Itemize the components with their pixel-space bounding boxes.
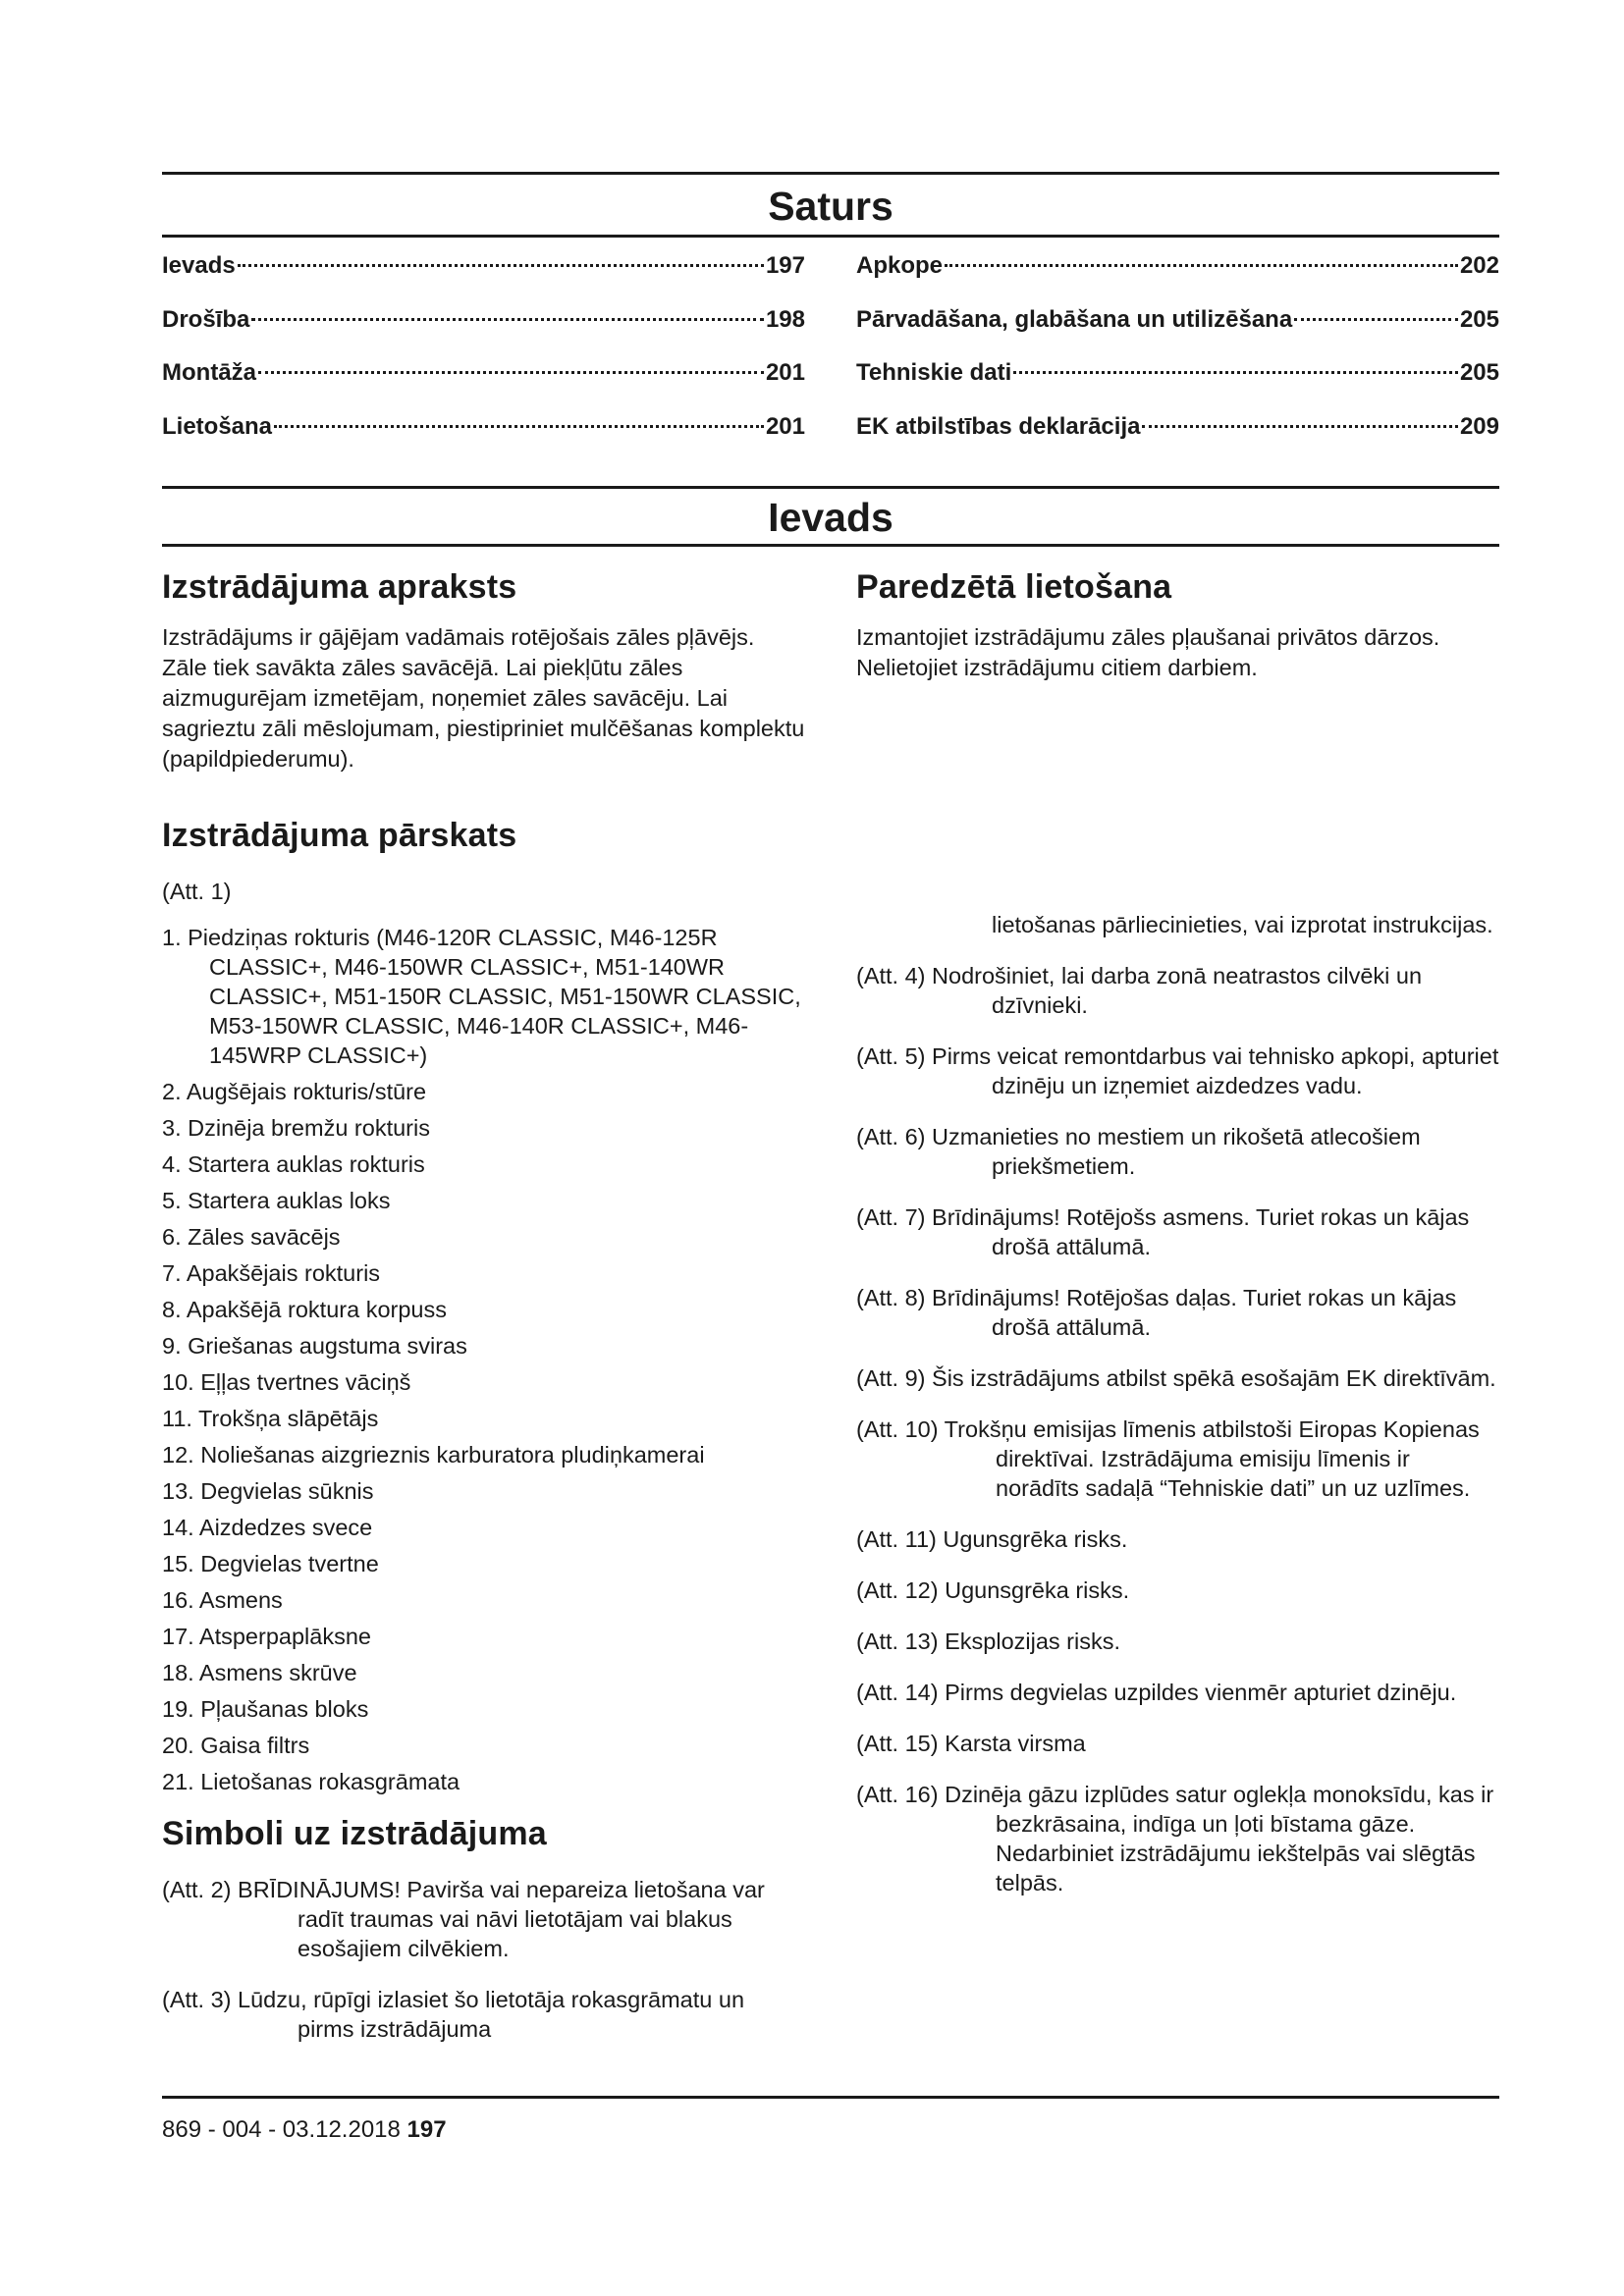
symbol-item: (Att. 16) Dzinēja gāzu izplūdes satur oglekļa monoksīdu, kas ir bezkrāsaina, indīga un ļoti bīstama gāze. Nedarbiniet izstrādājumu iekštelpās vai slēgtās telpās.: [856, 1782, 1494, 1896]
toc-title: Saturs: [768, 184, 893, 229]
list-item: 14. Aizdedzes svece: [162, 1515, 373, 1540]
toc-leader: [1142, 425, 1457, 428]
list-item: 9. Griešanas augstuma sviras: [162, 1333, 467, 1359]
list-item: 21. Lietošanas rokasgrāmata: [162, 1769, 460, 1794]
toc-entry-title: Apkope: [856, 252, 944, 279]
toc-entry[interactable]: [162, 305, 805, 335]
toc-entry-title: Drošība: [162, 305, 250, 333]
symbol-item: (Att. 3) Lūdzu, rūpīgi izlasiet šo lietotāja rokasgrāmatu un pirms izstrādājuma: [162, 1987, 745, 2042]
toc-entry[interactable]: [162, 358, 805, 388]
toc-entry-page: 198: [765, 305, 805, 333]
toc-entry-page: 201: [765, 412, 805, 440]
page-footer: [162, 2115, 447, 2145]
toc-entry-page: 201: [765, 359, 805, 386]
symbol-item: (Att. 4) Nodrošiniet, lai darba zonā neatrastos cilvēki un dzīvnieki.: [856, 963, 1423, 1018]
toc-right-column: [856, 251, 1499, 465]
toc-entry[interactable]: [162, 412, 805, 442]
toc-leader: [258, 371, 764, 374]
toc-entry-title: Montāža: [162, 359, 256, 386]
list-item: 10. Eļļas tvertnes vāciņš: [162, 1369, 411, 1395]
symbol-item: (Att. 10) Trokšņu emisijas līmenis atbilstoši Eiropas Kopienas direktīvai. Izstrādājuma emisiju līmenis ir norādīts sadaļā “Tehniskie dati” un uz uzlīmes.: [856, 1416, 1480, 1501]
overview-heading: Izstrādājuma pārskats: [162, 817, 517, 854]
list-item: 17. Atsperpaplāksne: [162, 1624, 371, 1649]
toc-leader: [1294, 318, 1458, 321]
symbols-heading: Simboli uz izstrādājuma: [162, 1815, 547, 1852]
list-item: 3. Dzinēja bremžu rokturis: [162, 1115, 430, 1141]
list-item: 11. Trokšņa slāpētājs: [162, 1406, 379, 1431]
list-item: 4. Startera auklas rokturis: [162, 1151, 425, 1177]
toc-entry[interactable]: [856, 251, 1499, 281]
toc-entry-title: Tehniskie dati: [856, 359, 1012, 386]
toc-title-rule: [162, 235, 1499, 238]
footer-doc-ref: 869 - 004 - 03.12.2018: [162, 2116, 401, 2143]
toc-entry-page: 197: [765, 252, 805, 279]
footer-page-number: 197: [406, 2116, 447, 2143]
toc-leader: [274, 425, 764, 428]
right-column: [856, 567, 1499, 683]
toc-entry-title: Pārvadāšana, glabāšana un utilizēšana: [856, 305, 1293, 333]
toc-leader: [1013, 371, 1458, 374]
toc-entry-page: 205: [1459, 305, 1499, 333]
symbols-right-list: [856, 910, 1499, 1919]
list-item: 1. Piedziņas rokturis (M46-120R CLASSIC, M46-125R CLASSIC+, M46-150WR CLASSIC+, M51-140WR CLASSIC+, M51-150R CLASSIC, M51-150WR CLASSIC, M53-150WR CLASSIC, M46-140R CLASSIC+, M46-145WRP CLASSIC+): [162, 925, 801, 1068]
symbol-item: (Att. 8) Brīdinājums! Rotējošas daļas. Turiet rokas un kājas drošā attālumā.: [856, 1285, 1457, 1340]
toc-leader: [945, 264, 1458, 267]
left-column: [162, 567, 805, 2065]
list-item: 18. Asmens skrūve: [162, 1660, 357, 1685]
symbol-item-continued: lietošanas pārliecinieties, vai izprotat instrukcijas.: [992, 912, 1493, 937]
toc-leader: [238, 264, 764, 267]
toc-entry-page: 209: [1459, 412, 1499, 440]
symbol-item: (Att. 9) Šis izstrādājums atbilst spēkā esošajām EK direktīvām.: [856, 1365, 1496, 1391]
list-item: 8. Apakšējā roktura korpuss: [162, 1297, 447, 1322]
symbol-item: (Att. 7) Brīdinājums! Rotējošs asmens. Turiet rokas un kājas drošā attālumā.: [856, 1204, 1470, 1259]
list-item: 7. Apakšējais rokturis: [162, 1260, 381, 1286]
list-item: 15. Degvielas tvertne: [162, 1551, 379, 1576]
toc-entry-title: Ievads: [162, 252, 236, 279]
symbol-item: (Att. 11) Ugunsgrēka risks.: [856, 1526, 1128, 1552]
symbols-left-list: [162, 1875, 805, 2044]
list-item: 2. Augšējais rokturis/stūre: [162, 1079, 427, 1104]
section-top-rule: [162, 486, 1499, 489]
toc-entry[interactable]: [856, 305, 1499, 335]
overview-ref: (Att. 1): [162, 879, 232, 904]
symbol-item: (Att. 13) Eksplozijas risks.: [856, 1629, 1121, 1654]
toc-entry-title: Lietošana: [162, 412, 273, 440]
description-heading: Izstrādājuma apraksts: [162, 568, 517, 606]
symbol-item: (Att. 2) BRĪDINĀJUMS! Pavirša vai nepareiza lietošana var radīt traumas vai nāvi lietotājam vai blakus esošajiem cilvēkiem.: [162, 1877, 765, 1961]
toc-entry[interactable]: [856, 358, 1499, 388]
list-item: 19. Pļaušanas bloks: [162, 1696, 369, 1722]
intended-use-text: Izmantojiet izstrādājumu zāles pļaušanai privātos dārzos. Nelietojiet izstrādājumu citiem darbiem.: [856, 624, 1440, 680]
symbol-item: (Att. 12) Ugunsgrēka risks.: [856, 1577, 1130, 1603]
toc-left-column: [162, 251, 805, 465]
symbol-item: (Att. 14) Pirms degvielas uzpildes vienmēr apturiet dzinēju.: [856, 1680, 1457, 1705]
list-item: 13. Degvielas sūknis: [162, 1478, 374, 1504]
list-item: 20. Gaisa filtrs: [162, 1733, 310, 1758]
symbol-item: (Att. 6) Uzmanieties no mestiem un rikošetā atlecošiem priekšmetiem.: [856, 1124, 1421, 1179]
toc-entry-page: 202: [1459, 252, 1499, 279]
intended-use-heading: Paredzētā lietošana: [856, 568, 1172, 606]
top-rule: [162, 172, 1499, 175]
list-item: 5. Startera auklas loks: [162, 1188, 391, 1213]
description-text: Izstrādājums ir gājējam vadāmais rotējošais zāles pļāvējs. Zāle tiek savākta zāles savācējā. Lai piekļūtu zāles aizmugurējam izmetējam, noņemiet zāles savācēju. Lai sagrieztu zāli mēslojumam, piestipriniet mulčēšanas komplektu (papildpiederumu).: [162, 624, 805, 772]
section-title: Ievads: [768, 495, 893, 540]
footer-rule: [162, 2096, 1499, 2099]
toc-entry-title: EK atbilstības deklarācija: [856, 412, 1141, 440]
parts-list: [162, 923, 805, 1796]
list-item: 6. Zāles savācējs: [162, 1224, 341, 1250]
toc-entry[interactable]: [856, 412, 1499, 442]
list-item: 12. Noliešanas aizgrieznis karburatora pludiņkamerai: [162, 1442, 705, 1468]
toc-entry-page: 205: [1459, 359, 1499, 386]
toc-leader: [251, 318, 764, 321]
list-item: 16. Asmens: [162, 1587, 283, 1613]
section-title-rule: [162, 544, 1499, 547]
toc-entry[interactable]: [162, 251, 805, 281]
symbol-item: (Att. 5) Pirms veicat remontdarbus vai tehnisko apkopi, apturiet dzinēju un izņemiet aizdedzes vadu.: [856, 1043, 1499, 1098]
symbol-item: (Att. 15) Karsta virsma: [856, 1731, 1086, 1756]
document-page: [162, 0, 1499, 2296]
